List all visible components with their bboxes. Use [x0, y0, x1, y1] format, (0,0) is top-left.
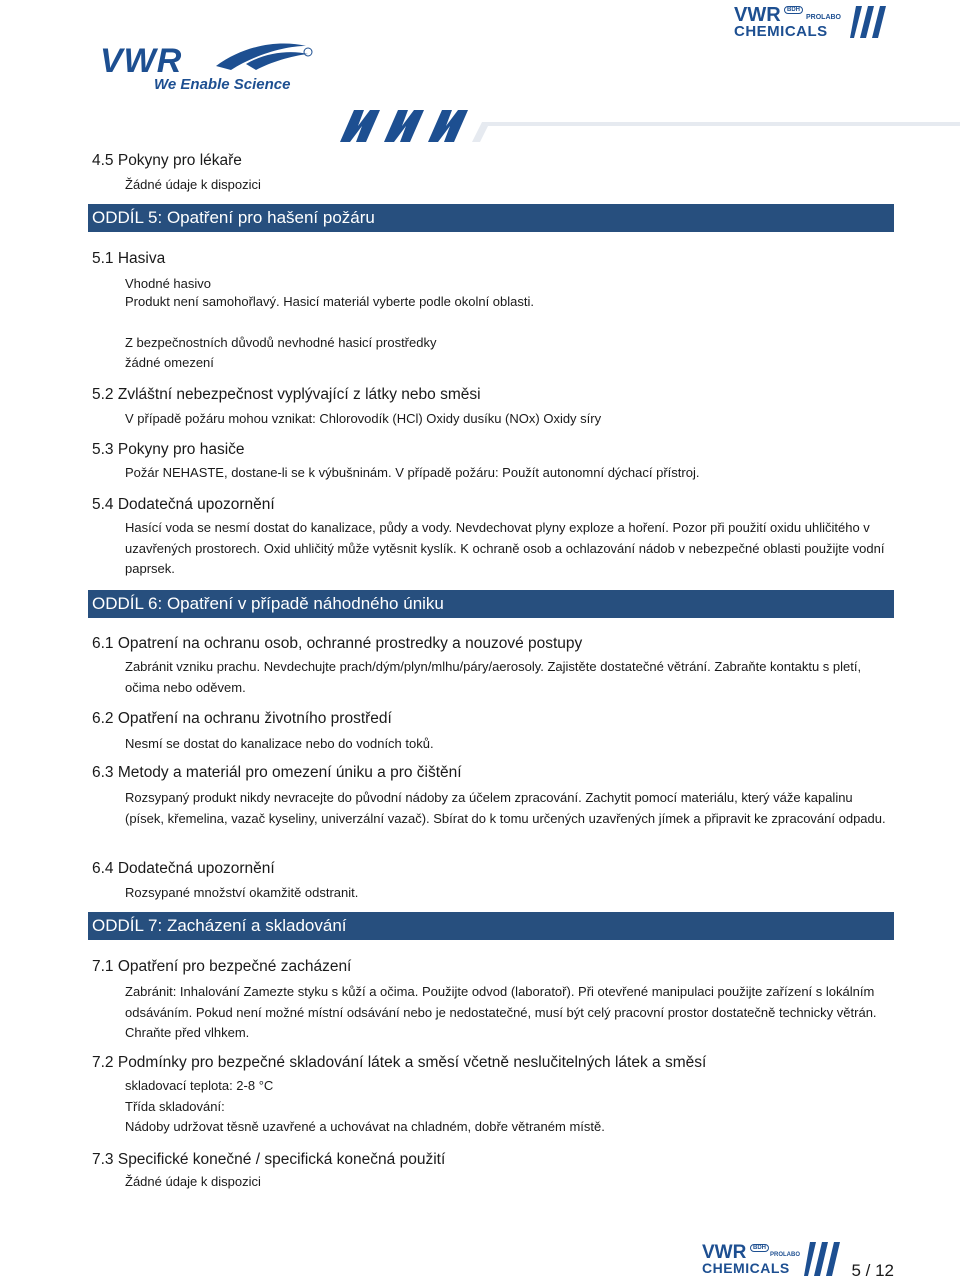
section-7-band: ODDÍL 7: Zacházení a skladování — [88, 912, 894, 940]
section-5-1-title: 5.1 Hasiva — [92, 250, 166, 267]
unsuitable-agent-text: žádné omezení — [125, 355, 214, 370]
prolabo-label: PROLABO — [806, 14, 841, 21]
vwr-main-logo — [96, 36, 326, 98]
section-7-1-title: 7.1 Opatření pro bezpečné zacházení — [92, 958, 352, 975]
section-6-3-text: Rozsypaný produkt nikdy nevracejte do původní nádoby za účelem zpracování. Zachytit pomocí materiálu, který váže kapalinu (písek, křemelina, vazač kyseliny, univerzální vazač). Sbírat do k tomu určených uzavřených jímek a připravit ke zpracování odpadu. — [125, 790, 886, 826]
section-5-4-text: Hasící voda se nesmí dostat do kanalizace, půdy a vody. Nevdechovat plyny exploze a hoření. Pozor při použití oxidu uhličitého v uzavřených prostorech. Oxid uhličitý může vytěsnit kyslík. K ochraně osob a ochlazování nádob v nebezpečné oblasti použijte vodní paprsek. — [125, 520, 885, 576]
section-7-3-text: Žádné údaje k dispozici — [125, 1174, 261, 1189]
section-5-2-text: V případě požáru mohou vznikat: Chlorovodík (HCl) Oxidy dusíku (NOx) Oxidy síry — [125, 411, 602, 426]
section-4-5-title: 4.5 Pokyny pro lékaře — [92, 152, 242, 169]
section-5-3-title: 5.3 Pokyny pro hasiče — [92, 441, 245, 458]
vwr-chemicals-logo-footer — [700, 1242, 846, 1278]
section-6-2-title: 6.2 Opatření na ochranu životního prostředí — [92, 710, 392, 727]
vwr-chemicals-sub: CHEMICALS — [734, 23, 828, 40]
vwr-chemicals-brand: VWR — [734, 4, 781, 26]
suitable-agent-text: Produkt není samohořlavý. Hasicí materiál vyberte podle okolní oblasti. — [125, 294, 534, 309]
section-4-5-text: Žádné údaje k dispozici — [125, 177, 261, 192]
section-5-band: ODDÍL 5: Opatření pro hašení požáru — [88, 204, 894, 232]
section-6-band: ODDÍL 6: Opatření v případě náhodného úniku — [88, 590, 894, 618]
section-7-1-text: Zabránit: Inhalování Zamezte styku s kůží a očima. Použijte odvod (laboratoř). Při otevřené manipulaci použijte zařízení s lokálním odsáváním. Pokud není možné místní odsávání nebo je nedostatečné, musí být celý pracovní prostor dostatečně technicky větrán. Chraňte před vlhkem. — [125, 984, 877, 1040]
storage-temperature: skladovací teplota: 2-8 °C — [125, 1078, 274, 1093]
vwr-tagline: We Enable Science — [154, 76, 291, 93]
footer-prolabo-label: PROLABO — [770, 1252, 800, 1258]
section-5-3-text: Požár NEHASTE, dostane-li se k výbušninám. V případě požáru: Použít autonomní dýchací přístroj. — [125, 465, 700, 480]
footer-bdh-badge: BDH — [750, 1244, 769, 1252]
footer-slash-marks-icon — [804, 1242, 844, 1276]
page-number: 5 / 12 — [851, 1261, 894, 1280]
vwr-chemicals-logo-top — [732, 4, 892, 40]
footer-vwr-sub: CHEMICALS — [702, 1260, 790, 1276]
section-6-2-text: Nesmí se dostat do kanalizace nebo do vodních toků. — [125, 736, 434, 751]
section-6-3-title: 6.3 Metody a materiál pro omezení úniku a pro čištění — [92, 764, 462, 781]
section-7-2-text: Nádoby udržovat těsně uzavřené a uchovávat na chladném, dobře větraném místě. — [125, 1119, 605, 1134]
header-chevron-decoration — [340, 108, 960, 144]
storage-class: Třída skladování: — [125, 1099, 225, 1114]
section-7-3-title: 7.3 Specifické konečné / specifická konečná použití — [92, 1151, 446, 1168]
slash-marks-icon — [850, 6, 892, 38]
bdh-badge: BDH — [784, 6, 803, 14]
suitable-agent-label: Vhodné hasivo — [125, 276, 212, 291]
section-6-4-text: Rozsypané množství okamžitě odstranit. — [125, 885, 359, 900]
section-6-1-text: Zabránit vzniku prachu. Nevdechujte prach/dým/plyn/mlhu/páry/aerosoly. Zajistěte dostatečné větrání. Zabraňte kontaktu s pletí, očima nebo oděvem. — [125, 659, 862, 695]
footer-vwr-brand: VWR — [702, 1242, 747, 1263]
vwr-main-logo-text: VWR — [100, 42, 183, 80]
section-6-1-title: 6.1 Opatrení na ochranu osob, ochranné prostredky a nouzové postupy — [92, 635, 583, 652]
section-7-2-title: 7.2 Podmínky pro bezpečné skladování látek a směsí včetně neslučitelných látek a směsí — [92, 1054, 707, 1071]
section-5-2-title: 5.2 Zvláštní nebezpečnost vyplývající z látky nebo směsi — [92, 386, 481, 403]
section-5-4-title: 5.4 Dodatečná upozornění — [92, 496, 275, 513]
section-6-4-title: 6.4 Dodatečná upozornění — [92, 860, 275, 877]
unsuitable-agent-label: Z bezpečnostních důvodů nevhodné hasicí prostředky — [125, 335, 437, 350]
